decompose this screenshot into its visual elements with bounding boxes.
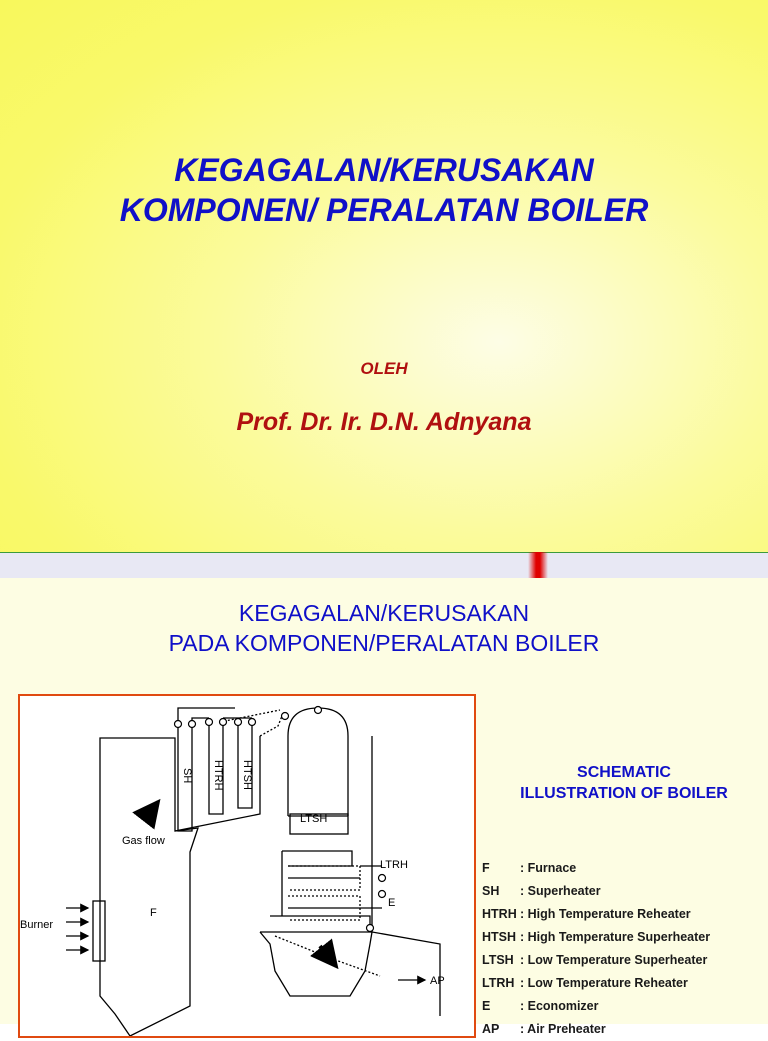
- section-title-line1: KEGAGALAN/KERUSAKAN: [238, 600, 530, 626]
- author-name: Prof. Dr. Ir. D.N. Adnyana: [236, 408, 532, 436]
- label-gas-flow: Gas flow: [122, 835, 165, 847]
- label-ltrh: LTRH: [380, 859, 408, 871]
- legend-item-sh: SH : Superheater: [482, 884, 601, 898]
- main-title: [0, 150, 768, 230]
- schematic-title-line2: ILLUSTRATION OF BOILER: [520, 785, 728, 802]
- label-sh: SH: [181, 768, 193, 784]
- legend-item-ltrh: LTRH : Low Temperature Reheater: [482, 976, 688, 990]
- label-htsh: HTSH: [241, 760, 253, 790]
- schematic-title-line1: SCHEMATIC: [577, 764, 671, 781]
- boiler-diagram-frame: [18, 694, 476, 1038]
- component-legend: [482, 857, 710, 1041]
- legend-item-f: F : Furnace: [482, 861, 577, 875]
- boiler-schematic-diagram: [20, 696, 474, 1036]
- legend-item-htsh: HTSH : High Temperature Superheater: [482, 930, 711, 944]
- label-furnace: F: [150, 907, 157, 919]
- label-htrh: HTRH: [212, 760, 224, 791]
- separator-marker: [528, 552, 548, 578]
- legend-item-ap: AP : Air Preheater: [482, 1022, 606, 1036]
- legend-item-htrh: HTRH : High Temperature Reheater: [482, 907, 691, 921]
- label-burner: Burner: [20, 919, 54, 931]
- slide-separator: [0, 552, 768, 579]
- label-ltsh: LTSH: [300, 813, 328, 825]
- legend-item-e: E : Economizer: [482, 999, 599, 1013]
- legend-item-ltsh: LTSH : Low Temperature Superheater: [482, 953, 708, 967]
- label-e: E: [388, 897, 396, 909]
- main-title-line2: KOMPONEN/ PERALATAN BOILER: [119, 192, 649, 228]
- section-title: [0, 598, 768, 658]
- schematic-title: [480, 762, 768, 804]
- by-label: OLEH: [360, 359, 408, 378]
- section-title-line2: PADA KOMPONEN/PERALATAN BOILER: [168, 630, 600, 656]
- label-ap: AP: [430, 975, 445, 987]
- main-title-line1: KEGAGALAN/KERUSAKAN: [174, 152, 594, 188]
